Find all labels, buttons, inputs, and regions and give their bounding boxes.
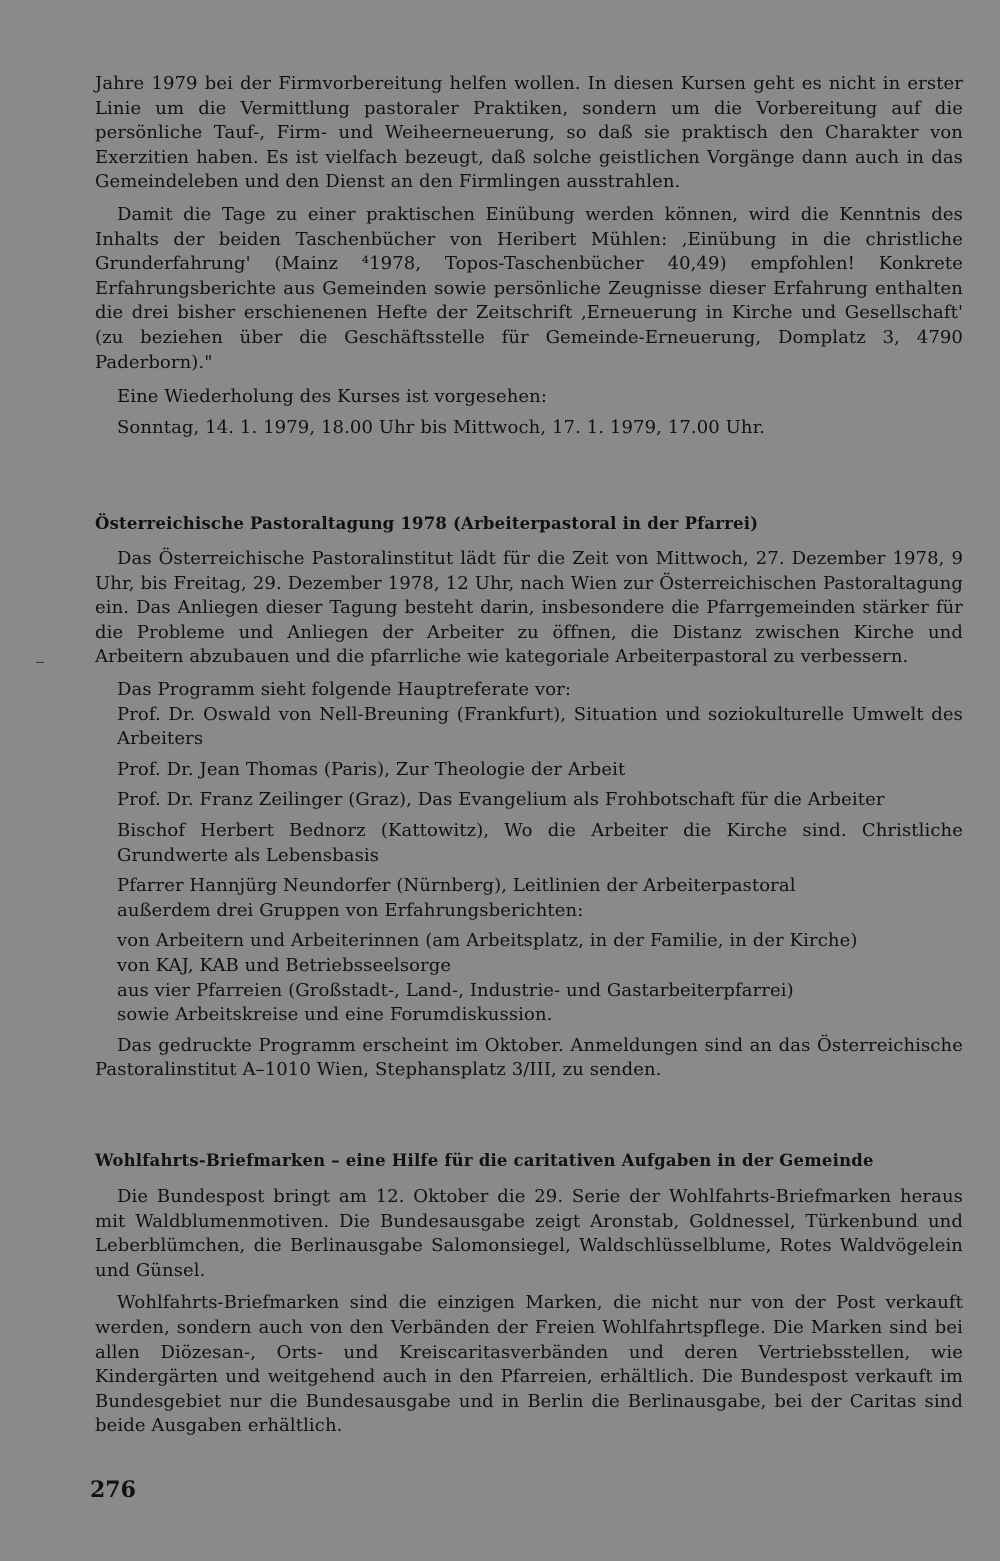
section-heading: Österreichische Pastoraltagung 1978 (Arbeiterpastoral in der Pfarrei) — [95, 514, 759, 533]
section-pastoraltagung — [95, 512, 963, 1083]
paragraph: Das gedruckte Programm erscheint im Oktober. Anmeldungen sind an das Österreichische Pastoralinstitut A–1010 Wien, Stephansplatz 3/III, zu senden. — [95, 1034, 963, 1081]
margin-mark — [36, 662, 44, 663]
paragraph: Jahre 1979 bei der Firmvorbereitung helfen wollen. In diesen Kursen geht es nicht in erster Linie um die Vermittlung pastoraler Praktiken, sondern um die Vorbereitung auf die persönliche Tauf-, Firm- und Weiheerneuerung, so daß sie praktisch den Charakter von Exerzitien haben. Es ist vielfach bezeugt, daß solche geistlichen Vorgänge dann auch in das Gemeindeleben und den Dienst an den Firmlingen ausstrahlen. — [95, 73, 963, 193]
list-item: Prof. Dr. Oswald von Nell-Breuning (Frankfurt), Situation und soziokulturelle Umwelt des Arbeiters — [117, 703, 963, 750]
paragraph: Damit die Tage zu einer praktischen Einübung werden können, wird die Kenntnis des Inhalts der beiden Taschenbücher von Heribert Mühlen: ‚Einübung in die christliche Grunderfahrung' (Mainz ⁴1978, Topos-Taschenbücher 40,49) empfohlen! Konkrete Erfahrungsberichte aus Gemeinden sowie persönliche Zeugnisse dieser Erfahrung enthalten die drei bisher erschienenen Hefte der Zeitschrift ‚Erneuerung in Kirche und Gesellschaft' (zu beziehen über die Geschäftsstelle für Gemeinde-Erneuerung, Domplatz 3, 4790 Paderborn)." — [95, 203, 963, 373]
section-heading: Wohlfahrts-Briefmarken – eine Hilfe für die caritativen Aufgaben in der Gemeinde — [95, 1151, 874, 1170]
list-item: Pfarrer Hannjürg Neundorfer (Nürnberg), Leitlinien der Arbeiterpastoral — [117, 875, 796, 897]
paragraph: Eine Wiederholung des Kurses ist vorgesehen: — [117, 386, 548, 408]
list-item: von Arbeitern und Arbeiterinnen (am Arbeitsplatz, in der Familie, in der Kirche) — [117, 930, 858, 952]
paragraph: Wohlfahrts-Briefmarken sind die einzigen Marken, die nicht nur von der Post verkauft werden, sondern auch von den Verbänden der Freien Wohlfahrtspflege. Die Marken sind bei allen Diözesan-, Orts- und Kreiscaritasverbänden und deren Vertriebsstellen, wie Kindergärten und weitgehend auch in den Pfarreien, erhältlich. Die Bundespost verkauft im Bundesgebiet nur die Bundesausgabe und in Berlin die Berlinausgabe, bei der Caritas sind beide Ausgaben erhältlich. — [95, 1292, 963, 1437]
section-briefmarken — [95, 1149, 963, 1439]
page-number: 276 — [90, 1477, 136, 1503]
paragraph: Die Bundespost bringt am 12. Oktober die 29. Serie der Wohlfahrts-Briefmarken heraus mit Waldblumenmotiven. Die Bundesausgabe zeigt Aronstab, Goldnessel, Türkenbund und Leberblümchen, die Berlinausgabe Salomonsiegel, Waldschlüsselblume, Rotes Waldvögelein und Günsel. — [95, 1186, 963, 1281]
list-item: Prof. Dr. Jean Thomas (Paris), Zur Theologie der Arbeit — [117, 758, 626, 780]
paragraph: Sonntag, 14. 1. 1979, 18.00 Uhr bis Mittwoch, 17. 1. 1979, 17.00 Uhr. — [117, 416, 766, 438]
list-item: Prof. Dr. Franz Zeilinger (Graz), Das Evangelium als Frohbotschaft für die Arbeiter — [117, 789, 885, 811]
list-item: aus vier Pfarreien (Großstadt-, Land-, Industrie- und Gastarbeiterpfarrei) — [117, 979, 794, 1001]
list-item: von KAJ, KAB und Betriebsseelsorge — [117, 954, 452, 976]
section-course-info — [95, 72, 963, 440]
paragraph: Das Programm sieht folgende Hauptreferate vor: — [117, 678, 572, 700]
list-item: außerdem drei Gruppen von Erfahrungsberichten: — [117, 899, 584, 921]
paragraph: Das Österreichische Pastoralinstitut lädt für die Zeit von Mittwoch, 27. Dezember 1978, 9 Uhr, bis Freitag, 29. Dezember 1978, 12 Uhr, nach Wien zur Österreichischen Pastoraltagung ein. Das Anliegen dieser Tagung besteht darin, insbesondere die Pfarrgemeinden stärker für die Probleme und Anliegen der Arbeiter zu öffnen, die Distanz zwischen Kirche und Arbeitern abzubauen und die pfarrliche wie kategoriale Arbeiterpastoral zu verbessern. — [95, 548, 963, 668]
list-item: Bischof Herbert Bednorz (Kattowitz), Wo die Arbeiter die Kirche sind. Christliche Grundwerte als Lebensbasis — [117, 819, 963, 866]
list-item: sowie Arbeitskreise und eine Forumdiskussion. — [117, 1004, 553, 1026]
